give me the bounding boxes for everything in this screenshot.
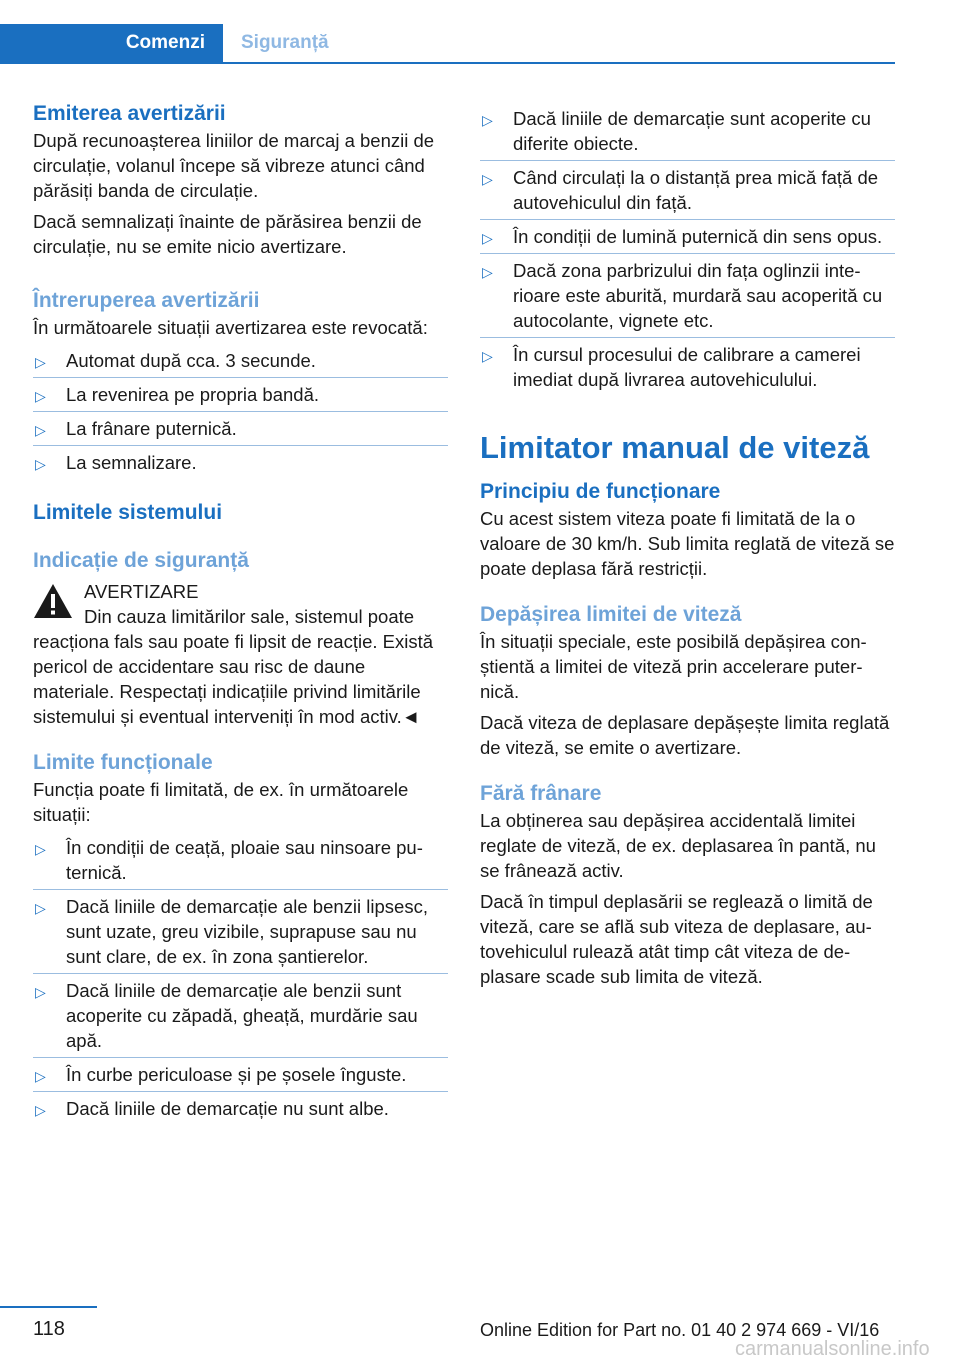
tab-comenzi[interactable]: Comenzi <box>0 24 223 62</box>
list-item: ▷ În curbe periculoase și pe șosele înguste. <box>33 1058 448 1092</box>
warning-text: Din cauza limitărilor sale, sistemul poate reacționa fals sau poate fi lipsit de reacție. Există pericol de accidentare sau risc de daune materiale. Respectați indicațiile privind limitările sistemului și eventual interveniți în mod activ.◄ <box>33 606 434 727</box>
paragraph: Dacă semnalizați înainte de părăsirea benzii de circulație, nu se emite nicio avertizare. <box>33 211 422 257</box>
triangle-bullet-icon: ▷ <box>35 1068 46 1084</box>
list-item: ▷ Dacă liniile de demarcație sunt acoperite cu diferite obiecte. <box>480 102 895 161</box>
triangle-bullet-icon: ▷ <box>35 900 46 916</box>
warning-block <box>33 579 448 729</box>
triangle-bullet-icon: ▷ <box>482 230 493 246</box>
heading-principiu-de-functionare: Principiu de funcționare <box>480 480 721 503</box>
heading-depasirea-limitei-de-viteza: Depășirea limitei de viteză <box>480 603 742 626</box>
list-item: ▷ La semnalizare. <box>33 446 448 479</box>
left-column <box>33 100 448 1125</box>
warning-triangle-icon <box>33 583 73 619</box>
tab-siguranta[interactable]: Siguranță <box>241 32 329 53</box>
triangle-bullet-icon: ▷ <box>482 264 493 280</box>
triangle-bullet-icon: ▷ <box>482 348 493 364</box>
triangle-bullet-icon: ▷ <box>35 841 46 857</box>
list-item: ▷ În condiții de ceață, ploaie sau ninsoare puternică. <box>33 831 448 890</box>
triangle-bullet-icon: ▷ <box>35 1102 46 1118</box>
list-item: ▷ Dacă liniile de demarcație nu sunt albe. <box>33 1092 448 1125</box>
paragraph: Funcția poate fi limitată, de ex. în următoarele situații: <box>33 779 409 825</box>
heading-limite-functionale: Limite funcționale <box>33 751 213 774</box>
list-item: ▷ Dacă liniile de demarcație ale benzii sunt acoperite cu zăpadă, gheață, murdărie sau apă. <box>33 974 448 1058</box>
triangle-bullet-icon: ▷ <box>482 171 493 187</box>
triangle-bullet-icon: ▷ <box>35 984 46 1000</box>
heading-fara-franare: Fără frânare <box>480 782 602 805</box>
page-number: 118 <box>33 1318 65 1340</box>
right-column <box>480 100 895 989</box>
bullet-list-continued <box>480 102 895 396</box>
bullet-list-intrerupere <box>33 344 448 479</box>
list-item: ▷ Automat după cca. 3 secunde. <box>33 344 448 378</box>
paragraph: Cu acest sistem viteza poate fi limitată de la o valoare de 30 km/h. Sub limita reglată de viteză se poate deplasa fără restricții. <box>480 508 895 579</box>
list-item: ▷ În cursul procesului de calibrare a camerei imediat după livrarea autovehiculului. <box>482 344 861 390</box>
page-header <box>0 24 895 64</box>
paragraph: În situații speciale, este posibilă depășirea conștientă a limitei de viteză prin accelerare puternică. <box>480 631 867 702</box>
heading-indicatie-de-siguranta: Indicație de siguranță <box>33 549 249 572</box>
triangle-bullet-icon: ▷ <box>35 456 46 472</box>
bullet-list-limite <box>33 831 448 1125</box>
heading-intreruperea-avertizarii: Întreruperea avertizării <box>33 289 260 312</box>
paragraph: Dacă viteza de deplasare depășește limita reglată de viteză, se emite o avertizare. <box>480 712 890 758</box>
list-item: ▷ La frânare puternică. <box>33 412 448 446</box>
triangle-bullet-icon: ▷ <box>35 354 46 370</box>
paragraph: După recunoașterea liniilor de marcaj a benzii de circulație, volanul începe să vibreze atunci când părăsiți banda de circulație. <box>33 130 435 201</box>
list-item: ▷ Dacă zona parbrizului din fața oglinzii interioare este aburită, murdară sau acoperită cu autocolante, vignete etc. <box>480 254 895 338</box>
heading-limitator-manual-de-viteza: Limitator manual de viteză <box>480 430 870 465</box>
triangle-bullet-icon: ▷ <box>35 422 46 438</box>
warning-title: AVERTIZARE <box>84 581 199 602</box>
paragraph: În următoarele situații avertizarea este revocată: <box>33 317 428 338</box>
paragraph: La obținerea sau depășirea accidentală limitei reglate de viteză, de ex. deplasarea în pantă, nu se frânează activ. <box>480 810 876 881</box>
list-item: ▷ Dacă liniile de demarcație ale benzii lipsesc, sunt uzate, greu vizibile, suprapuse sau nu sunt clare, de ex. în zona șantierelor. <box>33 890 448 974</box>
watermark: carmanualsonline.info <box>735 1338 930 1360</box>
triangle-bullet-icon: ▷ <box>35 388 46 404</box>
edition-note: Online Edition for Part no. 01 40 2 974 669 - VI/16 <box>480 1320 880 1340</box>
list-item: ▷ La revenirea pe propria bandă. <box>33 378 448 412</box>
list-item: ▷ Când circulați la o distanță prea mică față de autovehiculul din față. <box>480 161 895 220</box>
triangle-bullet-icon: ▷ <box>482 112 493 128</box>
heading-limitele-sistemului: Limitele sistemului <box>33 501 223 524</box>
paragraph: Dacă în timpul deplasării se reglează o limită de viteză, care se află sub viteza de deplasare, autovehiculul rulează atât timp cât viteza de deplasare scade sub limita de viteză. <box>480 891 873 987</box>
list-item: ▷ În condiții de lumină puternică din sens opus. <box>480 220 895 254</box>
footer-divider <box>0 1306 97 1308</box>
heading-emiterea-avertizarii: Emiterea avertizării <box>33 102 226 125</box>
